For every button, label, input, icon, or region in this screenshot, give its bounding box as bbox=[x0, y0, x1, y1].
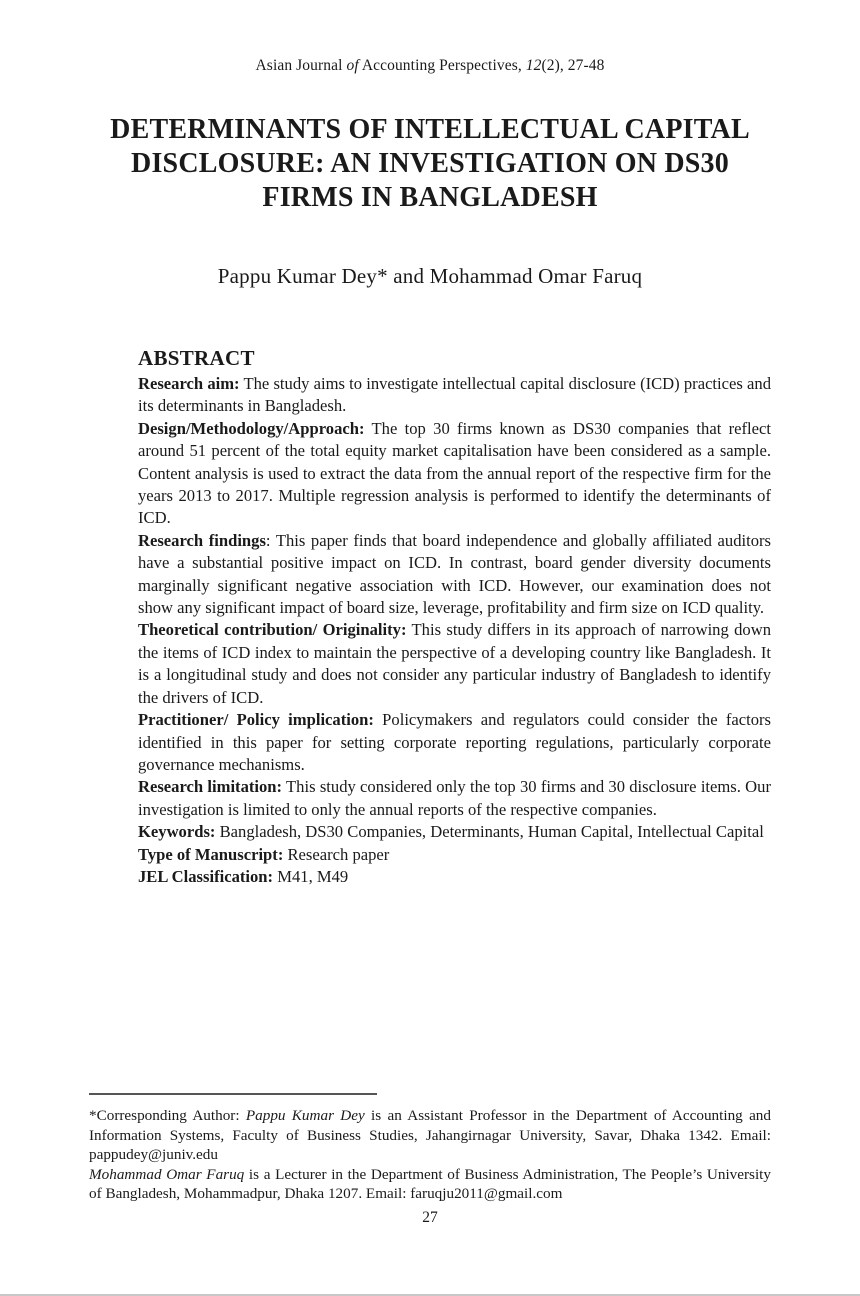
paper-title bbox=[90, 113, 770, 215]
abstract-research-aim bbox=[138, 373, 771, 418]
running-head bbox=[0, 57, 860, 75]
abstract-jel-classification bbox=[138, 866, 771, 888]
section-label: JEL Classification: bbox=[138, 866, 274, 886]
abstract-findings bbox=[138, 530, 771, 620]
section-text: The study aims to investigate intellectual capital disclosure (ICD) practices and its determinants in Bangladesh. bbox=[138, 374, 771, 416]
section-text: Research paper bbox=[283, 844, 390, 864]
section-label: Practitioner/ Policy implication: bbox=[138, 710, 374, 730]
journal-name-rest: Accounting Perspectives, bbox=[358, 57, 526, 74]
abstract-heading: ABSTRACT bbox=[138, 346, 255, 370]
journal-name-prefix: Asian Journal bbox=[255, 57, 347, 74]
abstract-policy-implication bbox=[138, 709, 771, 776]
journal-issue-pages: (2), 27-48 bbox=[541, 57, 605, 74]
footnote-second-author bbox=[89, 1165, 771, 1204]
footnote-prefix: *Corresponding Author: bbox=[89, 1107, 246, 1124]
section-text: Bangladesh, DS30 Companies, Determinants, Human Capital, Intellectual Capital bbox=[215, 822, 764, 842]
abstract-limitation bbox=[138, 776, 771, 821]
section-label: Research findings bbox=[138, 530, 266, 550]
section-text: This study considered only the top 30 firms and 30 disclosure items. Our investigation is limited to only the annual reports of the respective companies. bbox=[138, 777, 771, 819]
footnote-divider bbox=[89, 1093, 377, 1095]
section-text: This study differs in its approach of narrowing down the items of ICD index to maintain the perspective of a developing country like Bangladesh. It is a longitudinal study and does not consider any particular industry of Bangladesh to identify the drivers of ICD. bbox=[138, 620, 771, 707]
footnote-author-name: Mohammad Omar Faruq bbox=[89, 1165, 245, 1183]
section-text: Policymakers and regulators could consider the factors identified in this paper for setting corporate reporting regulations, particularly corporate governance mechanisms. bbox=[138, 710, 771, 774]
section-label: Research limitation: bbox=[138, 777, 283, 797]
title-line: DETERMINANTS OF INTELLECTUAL CAPITAL bbox=[110, 114, 750, 145]
section-label: Research aim: bbox=[138, 374, 240, 393]
section-label: Theoretical contribution/ Originality: bbox=[138, 620, 407, 640]
footnote-corresponding-author bbox=[89, 1106, 771, 1165]
page-number: 27 bbox=[422, 1209, 438, 1226]
abstract-keywords bbox=[138, 821, 771, 843]
footnotes bbox=[89, 1106, 771, 1204]
section-text: M41, M49 bbox=[273, 866, 349, 886]
author-line: Pappu Kumar Dey* and Mohammad Omar Faruq bbox=[217, 264, 643, 288]
footnote-text: is an Assistant Professor in the Department of Accounting and Information Systems, Faculty of Business Studies, Jahangirnagar University, Savar, Dhaka 1342. Email: pappudey@juniv.edu bbox=[89, 1107, 771, 1164]
section-text: : This paper finds that board independence and globally affiliated auditors have a substantial positive impact on ICD. In contrast, board gender diversity documents marginally significant negative association with ICD. However, our examination does not show any significant impact of board size, leverage, profitability and firm size on ICD quality. bbox=[138, 530, 771, 618]
abstract-methodology bbox=[138, 418, 771, 530]
footnote-text: is a Lecturer in the Department of Business Administration, The People’s University of Bangladesh, Mohammadpur, Dhaka 1207. Email: faruqju2011@gmail.com bbox=[89, 1165, 771, 1203]
section-label: Type of Manuscript: bbox=[138, 844, 284, 864]
abstract-originality bbox=[138, 619, 771, 709]
abstract-manuscript-type bbox=[138, 844, 771, 866]
section-label: Design/Methodology/Approach: bbox=[138, 418, 365, 438]
journal-name-of: of bbox=[346, 57, 359, 74]
abstract bbox=[138, 344, 771, 888]
title-line: FIRMS IN BANGLADESH bbox=[262, 182, 598, 213]
title-line: DISCLOSURE: AN INVESTIGATION ON DS30 bbox=[131, 148, 729, 179]
footnote-author-name: Pappu Kumar Dey bbox=[245, 1107, 365, 1124]
journal-volume: 12 bbox=[525, 57, 542, 74]
section-label: Keywords: bbox=[138, 822, 216, 842]
section-text: The top 30 firms known as DS30 companies that reflect around 51 percent of the total equity market capitalisation have been considered as a sample. Content analysis is used to extract the data from the annual report of the respective firm for the years 2013 to 2017. Multiple regression analysis is performed to identify the determinants of ICD. bbox=[138, 418, 771, 528]
